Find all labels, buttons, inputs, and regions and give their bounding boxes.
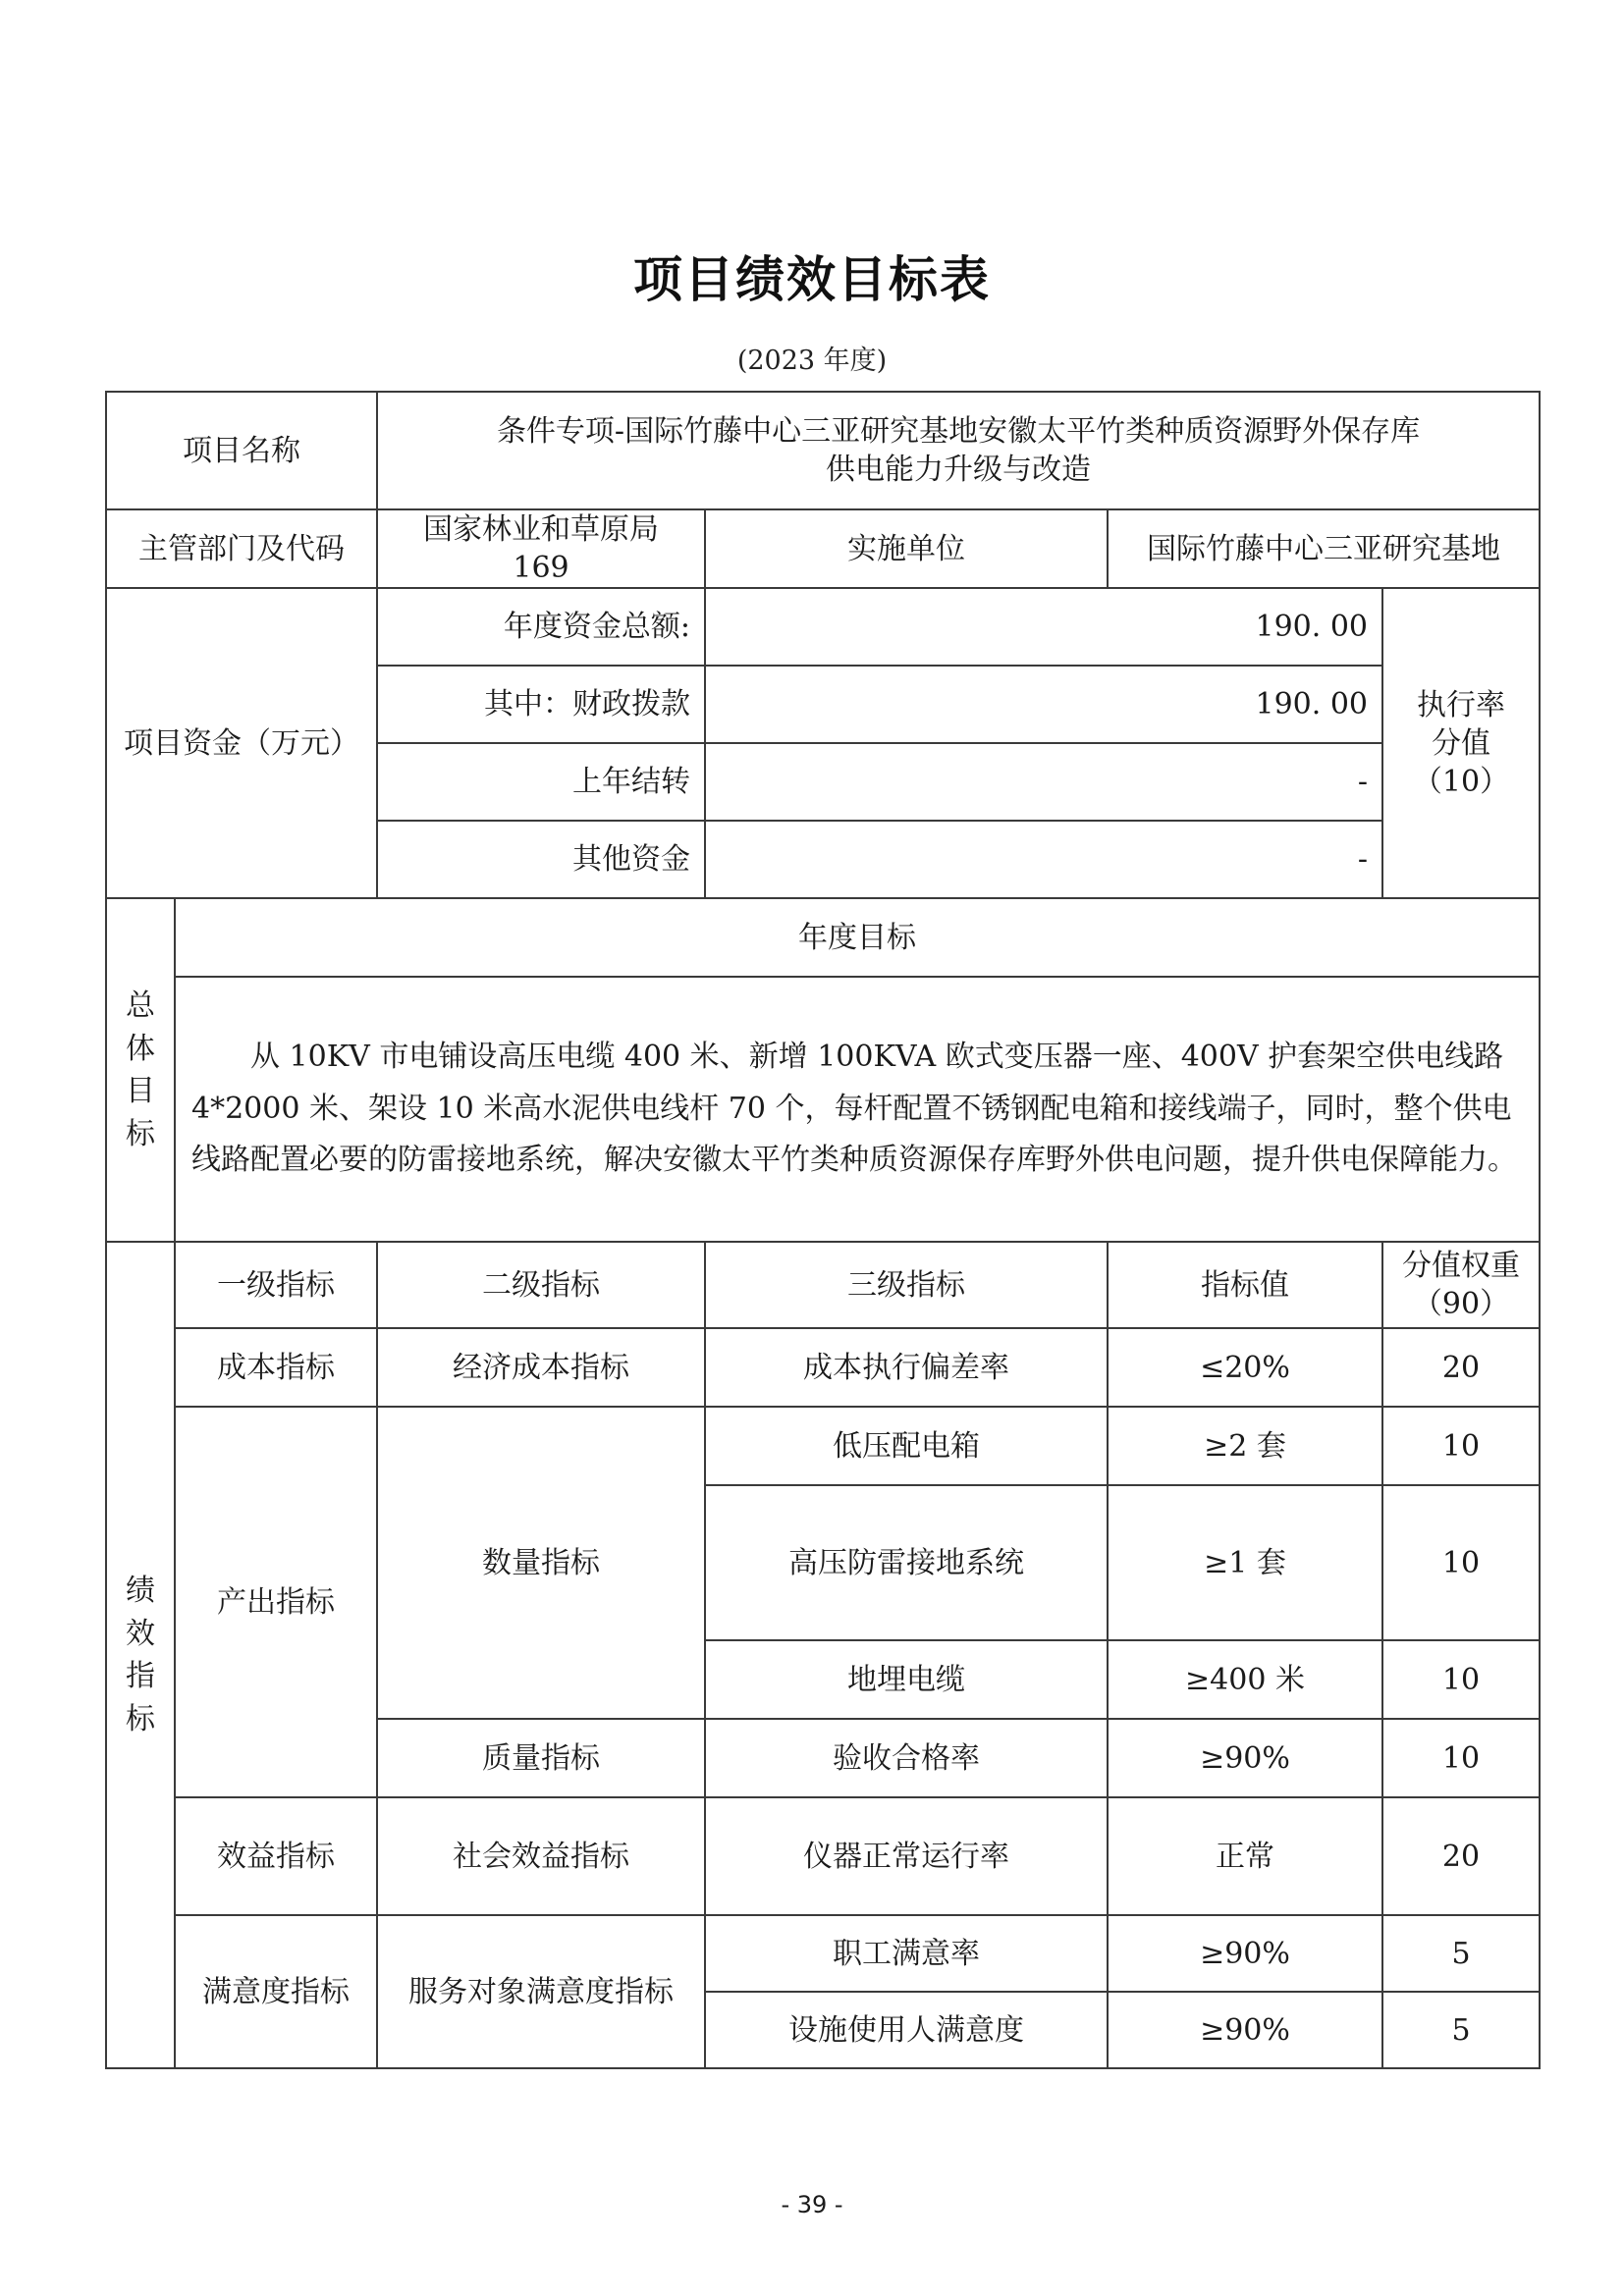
annual-goal-row xyxy=(106,977,1540,1242)
output-weight: 10 xyxy=(1382,1640,1540,1719)
performance-target-table xyxy=(105,391,1541,2069)
quality-value: ≥90% xyxy=(1108,1719,1382,1797)
department-value xyxy=(377,509,705,588)
output-value: ≥400 米 xyxy=(1108,1640,1382,1719)
funds-total-value: 190. 00 xyxy=(705,588,1382,666)
overall-goal-label xyxy=(106,898,175,1242)
header-level3: 三级指标 xyxy=(705,1242,1108,1328)
funds-carryover-value: - xyxy=(705,743,1382,821)
header-weight-line2: （90） xyxy=(1412,1287,1510,1321)
funds-total-label: 年度资金总额: xyxy=(377,588,705,666)
header-level2: 二级指标 xyxy=(377,1242,705,1328)
department-code: 169 xyxy=(513,551,569,585)
header-level1: 一级指标 xyxy=(175,1242,377,1328)
quality-level2: 质量指标 xyxy=(377,1719,705,1797)
output-level3: 地埋电缆 xyxy=(705,1640,1108,1719)
quantity-level2: 数量指标 xyxy=(377,1407,705,1719)
project-name-value xyxy=(377,392,1540,509)
funds-total-row xyxy=(106,588,1540,666)
performance-indicators-label-text: 绩效指标 xyxy=(126,1574,155,1736)
project-name-line2: 供电能力升级与改造 xyxy=(826,453,1091,487)
output-value: ≥1 套 xyxy=(1108,1485,1382,1640)
implementing-unit-value: 国际竹藤中心三亚研究基地 xyxy=(1108,509,1540,588)
execution-rate-line3: （10） xyxy=(1412,764,1510,799)
cost-level3: 成本执行偏差率 xyxy=(705,1328,1108,1407)
table-row xyxy=(106,1407,1540,1485)
funds-label: 项目资金（万元） xyxy=(106,588,377,898)
satisfaction-level1: 满意度指标 xyxy=(175,1915,377,2068)
page-title: 项目绩效目标表 xyxy=(633,251,991,308)
satisfaction-value: ≥90% xyxy=(1108,1915,1382,1992)
annual-goal-text: 从 10KV 市电铺设高压电缆 400 米、新增 100KVA 欧式变压器一座、400V 护套架空供电线路 4*2000 米、架设 10 米高水泥供电线杆 70 个，每杆配置不锈钢配电箱和接线端子，同时，整个供电线路配置必要的防雷接地系统，解决安徽太平竹类种质资源保存库野外供电问题，提升供电保障能力。 xyxy=(175,977,1540,1242)
department-label: 主管部门及代码 xyxy=(106,509,377,588)
annual-goal-label: 年度目标 xyxy=(175,898,1540,977)
quality-weight: 10 xyxy=(1382,1719,1540,1797)
table-row xyxy=(106,1915,1540,1992)
cost-level2: 经济成本指标 xyxy=(377,1328,705,1407)
execution-rate-line2: 分值 xyxy=(1432,725,1490,761)
header-value: 指标值 xyxy=(1108,1242,1382,1328)
project-name-line1: 条件专项-国际竹藤中心三亚研究基地安徽太平竹类种质资源野外保存库 xyxy=(496,414,1421,449)
funds-fiscal-label: 其中：财政拨款 xyxy=(377,666,705,743)
satisfaction-weight: 5 xyxy=(1382,1992,1540,2068)
satisfaction-level2: 服务对象满意度指标 xyxy=(377,1915,705,2068)
execution-rate-score xyxy=(1382,588,1540,898)
table-row xyxy=(106,1797,1540,1915)
benefit-level1: 效益指标 xyxy=(175,1797,377,1915)
benefit-level3: 仪器正常运行率 xyxy=(705,1797,1108,1915)
department-name: 国家林业和草原局 xyxy=(423,512,659,547)
implementing-unit-label: 实施单位 xyxy=(705,509,1108,588)
benefit-value: 正常 xyxy=(1108,1797,1382,1915)
quality-level3: 验收合格率 xyxy=(705,1719,1108,1797)
funds-carryover-label: 上年结转 xyxy=(377,743,705,821)
project-name-label: 项目名称 xyxy=(106,392,377,509)
department-row xyxy=(106,509,1540,588)
cost-value: ≤20% xyxy=(1108,1328,1382,1407)
satisfaction-value: ≥90% xyxy=(1108,1992,1382,2068)
output-weight: 10 xyxy=(1382,1485,1540,1640)
table-row xyxy=(106,1328,1540,1407)
indicator-header-row xyxy=(106,1242,1540,1328)
funds-fiscal-value: 190. 00 xyxy=(705,666,1382,743)
cost-weight: 20 xyxy=(1382,1328,1540,1407)
output-level3: 低压配电箱 xyxy=(705,1407,1108,1485)
header-weight-line1: 分值权重 xyxy=(1402,1249,1520,1283)
header-weight xyxy=(1382,1242,1540,1328)
output-level3: 高压防雷接地系统 xyxy=(705,1485,1108,1640)
cost-level1: 成本指标 xyxy=(175,1328,377,1407)
satisfaction-weight: 5 xyxy=(1382,1915,1540,1992)
benefit-weight: 20 xyxy=(1382,1797,1540,1915)
output-value: ≥2 套 xyxy=(1108,1407,1382,1485)
benefit-level2: 社会效益指标 xyxy=(377,1797,705,1915)
output-level1: 产出指标 xyxy=(175,1407,377,1797)
project-name-row xyxy=(106,392,1540,509)
funds-other-label: 其他资金 xyxy=(377,821,705,898)
annual-goal-header-row xyxy=(106,898,1540,977)
page-number: - 39 - xyxy=(781,2191,843,2218)
year-label: (2023 年度) xyxy=(736,346,888,376)
funds-other-value: - xyxy=(705,821,1382,898)
output-weight: 10 xyxy=(1382,1407,1540,1485)
performance-indicators-label xyxy=(106,1242,175,2068)
satisfaction-level3: 职工满意率 xyxy=(705,1915,1108,1992)
satisfaction-level3: 设施使用人满意度 xyxy=(705,1992,1108,2068)
overall-goal-label-text: 总体目标 xyxy=(126,988,155,1151)
execution-rate-line1: 执行率 xyxy=(1417,687,1505,722)
